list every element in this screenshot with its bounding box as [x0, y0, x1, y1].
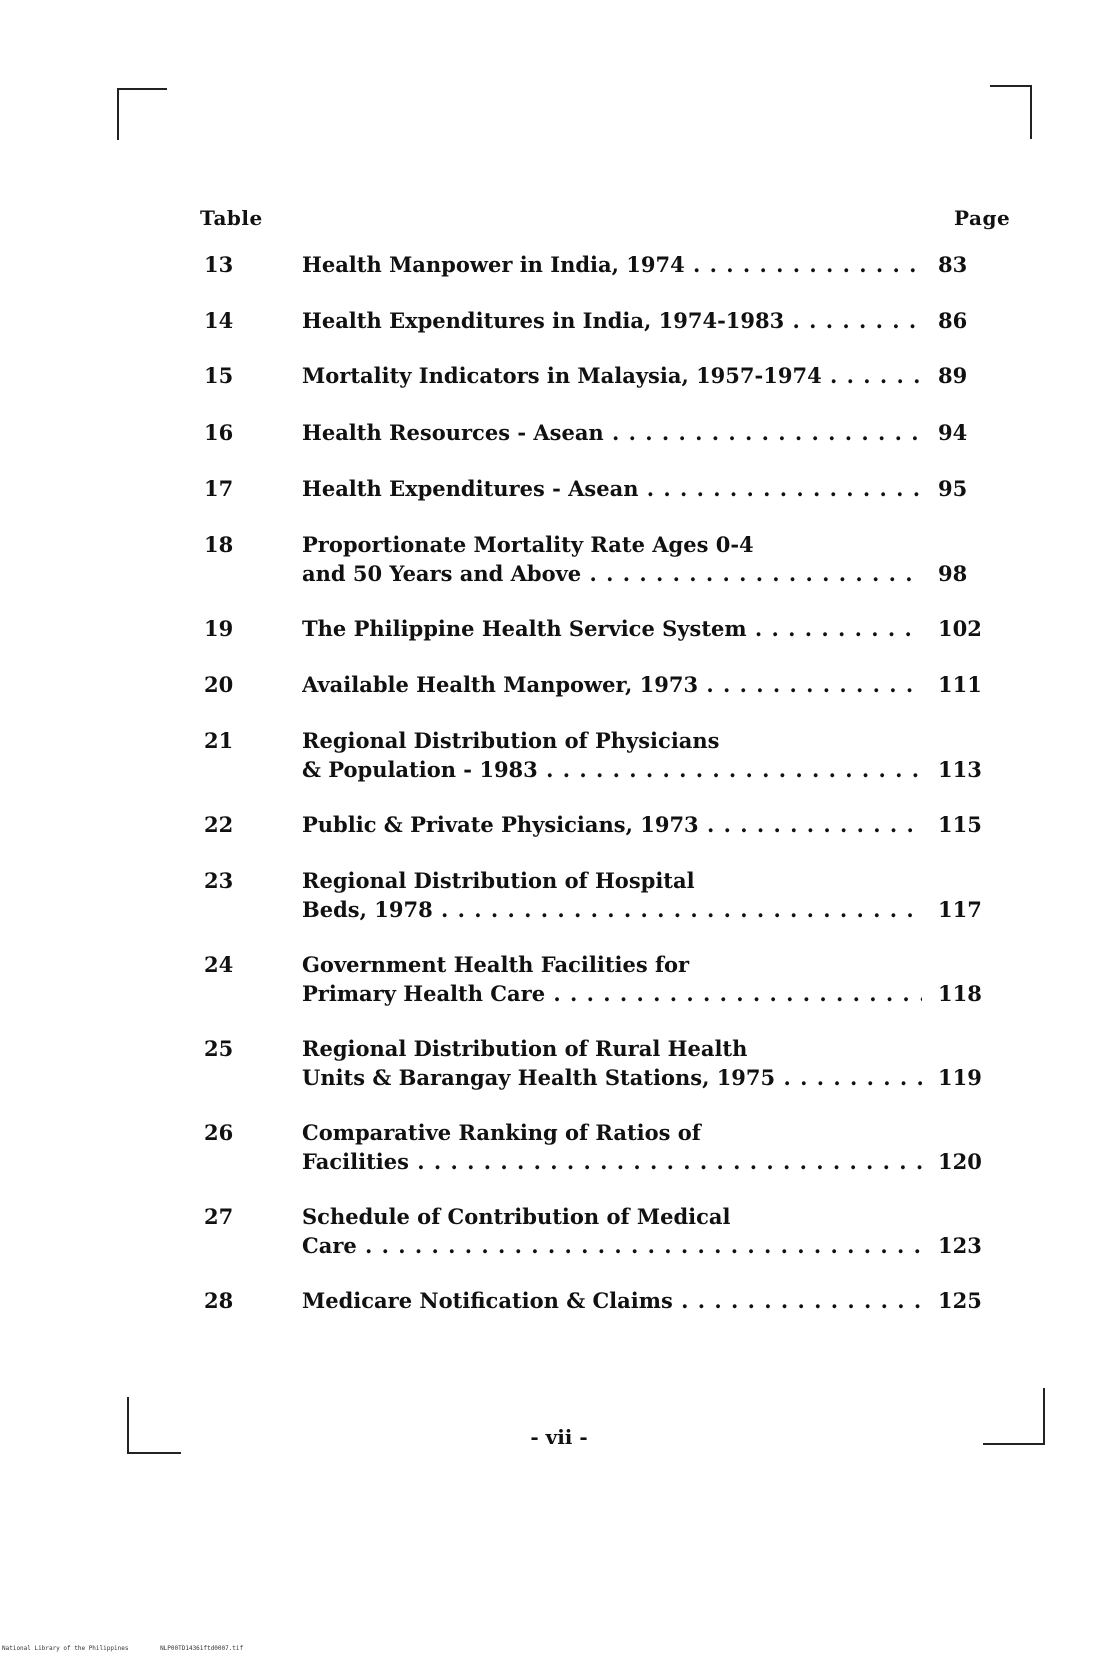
table-title: [302, 1286, 922, 1315]
title-line-1: [302, 1118, 922, 1147]
table-title: [302, 810, 922, 839]
table-number: 14: [204, 308, 234, 333]
table-title: [302, 670, 922, 699]
table-title: [302, 1202, 922, 1260]
page-reference: 86: [938, 308, 968, 333]
title-line-2: [302, 559, 922, 588]
table-number: 18: [204, 532, 234, 557]
table-number: 27: [204, 1204, 234, 1229]
title-line-1: [302, 950, 922, 979]
table-number: 26: [204, 1120, 234, 1145]
page-reference: 113: [938, 757, 982, 782]
table-number: 28: [204, 1288, 234, 1313]
title-text: & Population - 1983: [302, 757, 538, 782]
crop-mark-top-right: [990, 85, 1032, 139]
title-line-2: [302, 1147, 922, 1176]
table-title: [302, 418, 922, 447]
title-text: The Philippine Health Service System: [302, 616, 747, 641]
title-text: Public & Private Physicians, 1973: [302, 812, 699, 837]
title-line-1: [302, 670, 922, 699]
table-number: 20: [204, 672, 234, 697]
table-number: 13: [204, 252, 234, 277]
page-reference: 111: [938, 672, 982, 697]
caption-file: NLP00TD14361ftd0007.tif: [160, 1645, 244, 1652]
table-number: 19: [204, 616, 234, 641]
table-title: [302, 866, 922, 924]
page-number: - vii -: [530, 1425, 588, 1449]
page-reference: 89: [938, 363, 968, 388]
page-reference: 117: [938, 897, 982, 922]
table-number: 25: [204, 1036, 234, 1061]
table-column-header: Table: [200, 206, 263, 230]
table-title: [302, 950, 922, 1008]
title-text: Regional Distribution of Physicians: [302, 728, 720, 753]
page-reference: 120: [938, 1149, 982, 1174]
title-line-2: [302, 895, 922, 924]
title-line-1: [302, 418, 922, 447]
title-text: Proportionate Mortality Rate Ages 0-4: [302, 532, 754, 557]
page-reference: 95: [938, 476, 968, 501]
title-text: Mortality Indicators in Malaysia, 1957-1974: [302, 363, 822, 388]
page-reference: 102: [938, 616, 982, 641]
table-title: [302, 1034, 922, 1092]
page-reference: 125: [938, 1288, 982, 1313]
table-title: [302, 361, 922, 390]
title-text: Regional Distribution of Rural Health: [302, 1036, 748, 1061]
title-line-1: [302, 810, 922, 839]
table-number: 22: [204, 812, 234, 837]
crop-mark-top-left: [117, 88, 167, 140]
title-line-1: [302, 1286, 922, 1315]
table-number: 21: [204, 728, 234, 753]
page-reference: 118: [938, 981, 982, 1006]
title-line-1: [302, 1202, 922, 1231]
table-number: 24: [204, 952, 234, 977]
title-line-1: [302, 866, 922, 895]
title-line-1: [302, 250, 922, 279]
title-text: Health Manpower in India, 1974: [302, 252, 685, 277]
title-text: Health Expenditures - Asean: [302, 476, 639, 501]
caption-library: National Library of the Philippines: [2, 1645, 129, 1652]
page-reference: 119: [938, 1065, 982, 1090]
table-title: [302, 614, 922, 643]
title-line-2: [302, 1231, 922, 1260]
page-reference: 94: [938, 420, 968, 445]
title-text: Care: [302, 1233, 357, 1258]
title-text: Health Resources - Asean: [302, 420, 604, 445]
page-reference: 115: [938, 812, 982, 837]
table-title: [302, 726, 922, 784]
table-number: 23: [204, 868, 234, 893]
title-text: Beds, 1978: [302, 897, 433, 922]
title-line-1: [302, 726, 922, 755]
page-reference: 123: [938, 1233, 982, 1258]
table-title: [302, 250, 922, 279]
page-reference: 98: [938, 561, 968, 586]
title-line-2: [302, 1063, 922, 1092]
title-text: and 50 Years and Above: [302, 561, 582, 586]
title-text: Primary Health Care: [302, 981, 546, 1006]
table-number: 17: [204, 476, 234, 501]
table-number: 16: [204, 420, 234, 445]
page-reference: 83: [938, 252, 968, 277]
title-text: Medicare Notification & Claims: [302, 1288, 673, 1313]
title-text: Schedule of Contribution of Medical: [302, 1204, 731, 1229]
table-title: [302, 474, 922, 503]
table-number: 15: [204, 363, 234, 388]
title-line-1: [302, 614, 922, 643]
table-title: [302, 530, 922, 588]
title-line-1: [302, 306, 922, 335]
title-line-1: [302, 361, 922, 390]
table-title: [302, 306, 922, 335]
page-column-header: Page: [954, 206, 1011, 230]
title-text: Available Health Manpower, 1973: [302, 672, 699, 697]
title-text: Facilities: [302, 1149, 409, 1174]
title-text: Government Health Facilities for: [302, 952, 690, 977]
title-line-1: [302, 1034, 922, 1063]
title-line-2: [302, 755, 922, 784]
title-text: Health Expenditures in India, 1974-1983: [302, 308, 785, 333]
table-title: [302, 1118, 922, 1176]
title-line-1: [302, 530, 922, 559]
scan-caption: [2, 1645, 271, 1652]
title-text: Regional Distribution of Hospital: [302, 868, 695, 893]
title-line-2: [302, 979, 922, 1008]
title-line-1: [302, 474, 922, 503]
title-text: Comparative Ranking of Ratios of: [302, 1120, 701, 1145]
title-text: Units & Barangay Health Stations, 1975: [302, 1065, 776, 1090]
